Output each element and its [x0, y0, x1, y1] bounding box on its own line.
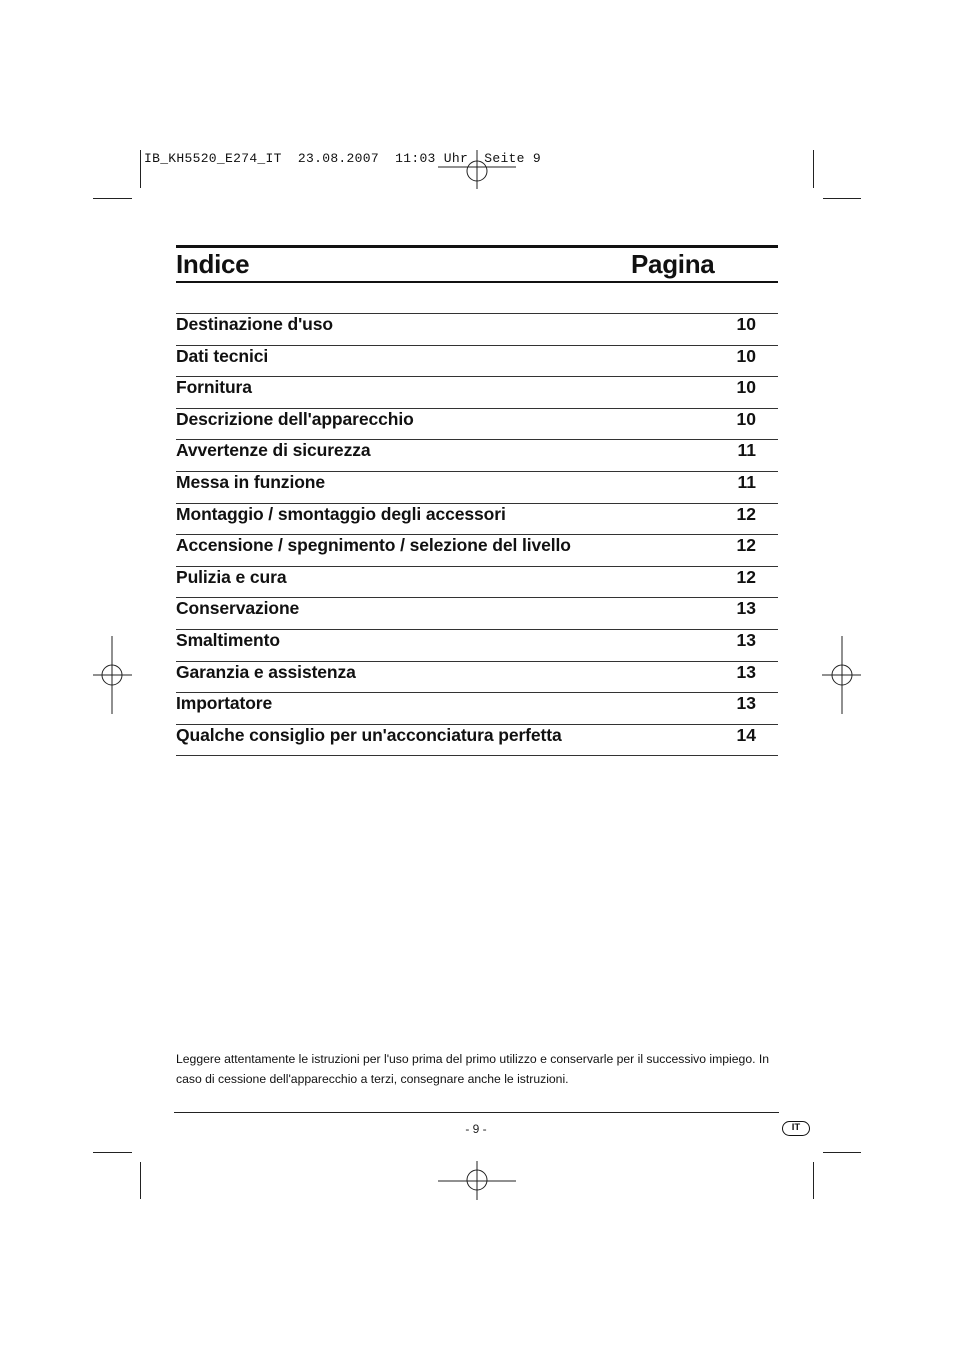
toc-entry-label: Dati tecnici — [176, 345, 269, 366]
toc-entry-label: Messa in funzione — [176, 471, 326, 492]
registration-mark-icon — [92, 636, 132, 714]
toc-entry[interactable] — [176, 597, 778, 629]
crop-mark — [823, 198, 861, 199]
toc-entry-label: Importatore — [176, 693, 273, 714]
print-slug: IB_KH5520_E274_IT 23.08.2007 11:03 Uhr Seite 9 — [144, 151, 541, 166]
page-number: - 9 - — [465, 1122, 487, 1136]
toc-entry-label: Avvertenze di sicurezza — [176, 440, 371, 461]
crop-mark — [93, 1152, 132, 1153]
crop-mark — [813, 150, 814, 188]
registration-mark-icon — [822, 636, 862, 714]
toc-entry[interactable] — [176, 566, 778, 598]
toc-entry-page: 13 — [736, 693, 756, 714]
toc-entry-page: 13 — [736, 598, 756, 619]
toc-entry-label: Qualche consiglio per un'acconciatura perfetta — [176, 724, 562, 745]
toc-entry-page: 10 — [736, 408, 756, 429]
toc-entry[interactable] — [176, 376, 778, 408]
toc-entry[interactable] — [176, 629, 778, 661]
toc-entry[interactable] — [176, 534, 778, 566]
toc-entry[interactable] — [176, 408, 778, 440]
toc-entry-page: 14 — [736, 724, 756, 745]
toc-entry-label: Descrizione dell'apparecchio — [176, 408, 414, 429]
toc-entry-page: 13 — [736, 629, 756, 650]
toc-page-heading: Pagina — [631, 249, 715, 279]
registration-mark-icon — [437, 1160, 517, 1200]
toc-entry-page: 12 — [736, 535, 756, 556]
toc-entry[interactable] — [176, 439, 778, 471]
toc-entry-label: Conservazione — [176, 598, 300, 619]
crop-mark — [813, 1162, 814, 1199]
toc-entry-page: 10 — [736, 377, 756, 398]
toc-entry-page: 11 — [737, 471, 756, 492]
toc-entry-page: 11 — [737, 440, 756, 461]
toc-list — [176, 313, 778, 756]
crop-mark — [140, 150, 141, 188]
toc-entry[interactable] — [176, 503, 778, 535]
toc-entry-label: Pulizia e cura — [176, 566, 287, 587]
crop-mark — [140, 1162, 141, 1199]
toc-entry-page: 10 — [736, 314, 756, 334]
toc-entry[interactable] — [176, 313, 778, 345]
toc-entry[interactable] — [176, 471, 778, 503]
toc-entry-page: 13 — [736, 661, 756, 682]
crop-mark — [823, 1152, 861, 1153]
toc-entry-label: Accensione / spegnimento / selezione del livello — [176, 535, 571, 556]
toc-entry[interactable] — [176, 692, 778, 724]
footer-divider — [174, 1112, 779, 1113]
toc-entry-label: Smaltimento — [176, 629, 280, 650]
toc-entry-page: 12 — [736, 503, 756, 524]
language-badge: IT — [782, 1121, 810, 1136]
toc-header — [176, 245, 778, 283]
toc-entry-page: 12 — [736, 566, 756, 587]
usage-note: Leggere attentamente le istruzioni per l'uso prima del primo utilizzo e conservarle per il successivo impiego. In caso di cessione dell'apparecchio a terzi, consegnare anche le istruzioni. — [176, 1052, 770, 1086]
toc-entry-label: Destinazione d'uso — [176, 314, 333, 334]
toc-entry[interactable] — [176, 724, 778, 757]
toc-entry-label: Fornitura — [176, 377, 252, 398]
toc-entry-page: 10 — [736, 345, 756, 366]
toc-entry[interactable] — [176, 661, 778, 693]
toc-entry-label: Montaggio / smontaggio degli accessori — [176, 503, 506, 524]
toc-entry-label: Garanzia e assistenza — [176, 661, 356, 682]
toc-title: Indice — [176, 249, 250, 279]
crop-mark — [93, 198, 132, 199]
registration-mark-icon — [437, 150, 517, 190]
toc-entry[interactable] — [176, 345, 778, 377]
